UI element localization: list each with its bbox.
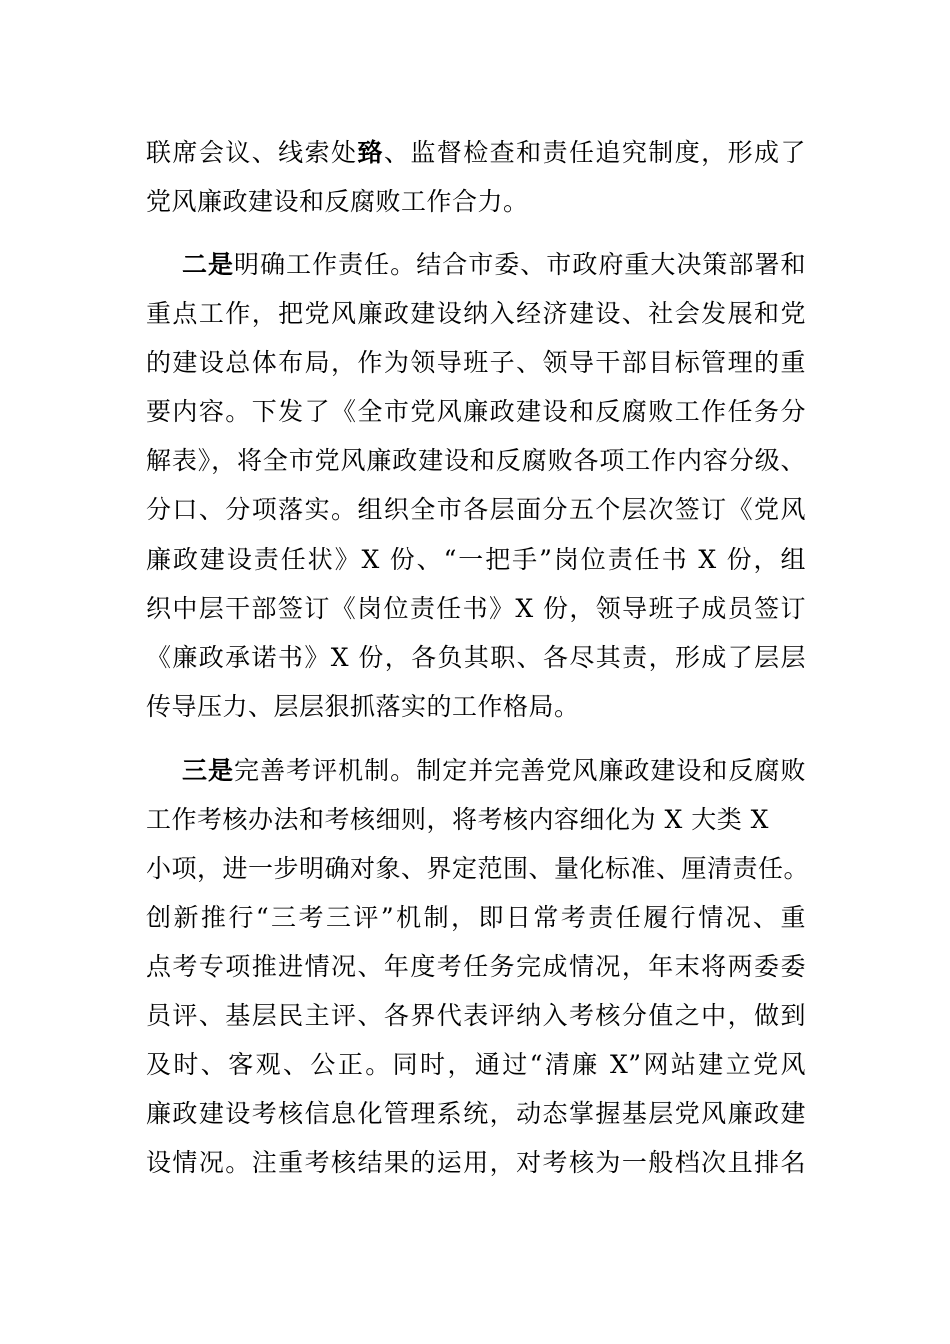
text-segment: 明确工作责任。结合市委、市政府重大决策部署和 [234, 250, 806, 279]
paragraph-3-lead: 三是 [182, 756, 235, 785]
paragraph-3-line-9: 设情况。注重考核结果的运用，对考核为一般档次且排名 [146, 1148, 806, 1177]
paragraph-2-line-8: 织中层干部签订《岗位责任书》X 份，领导班子成员签订 [146, 594, 806, 623]
paragraph-3-line-6: 员评、基层民主评、各界代表评纳入考核分值之中，做到 [146, 1001, 806, 1030]
paragraph-2-line-2: 重点工作，把党风廉政建设纳入经济建设、社会发展和党 [146, 299, 806, 328]
paragraph-2-line-10: 传导压力、层层狠抓落实的工作格局。 [146, 692, 580, 721]
paragraph-2-line-7: 廉政建设责任状》X 份、“一把手”岗位责任书 X 份，组 [146, 545, 806, 574]
paragraph-3-line-7: 及时、客观、公正。同时，通过“清廉 X”网站建立党风 [146, 1050, 806, 1079]
paragraph-1-line-1 [146, 133, 806, 173]
text-segment: 、监督检查和责任追究制度，形成了 [383, 138, 806, 167]
paragraph-3-line-2: 工作考核办法和考核细则，将考核内容细化为 X 大类 X [146, 805, 769, 834]
bold-character: 臵 [357, 138, 384, 167]
paragraph-2-lead: 二是 [182, 250, 235, 279]
paragraph-2-line-4: 要内容。下发了《全市党风廉政建设和反腐败工作任务分 [146, 397, 806, 426]
paragraph-2-line-3: 的建设总体布局，作为领导班子、领导干部目标管理的重 [146, 348, 806, 377]
paragraph-3-line-8: 廉政建设考核信息化管理系统，动态掌握基层党风廉政建 [146, 1099, 806, 1128]
paragraph-2-line-5: 解表》，将全市党风廉政建设和反腐败各项工作内容分级、 [146, 446, 806, 475]
paragraph-2-line-6: 分口、分项落实。组织全市各层面分五个层次签订《党风 [146, 495, 806, 524]
paragraph-3-line-4: 创新推行“三考三评”机制，即日常考责任履行情况、重 [146, 903, 806, 932]
text-segment: 完善考评机制。制定并完善党风廉政建设和反腐败 [234, 756, 806, 785]
text-segment: 联席会议、线索处 [146, 138, 358, 167]
paragraph-3-line-1 [182, 751, 806, 791]
paragraph-3-line-5: 点考专项推进情况、年度考任务完成情况，年末将两委委 [146, 952, 806, 981]
paragraph-3-line-3: 小项，进一步明确对象、界定范围、量化标准、厘清责任。 [146, 854, 810, 883]
paragraph-1-line-2: 党风廉政建设和反腐败工作合力。 [146, 187, 529, 216]
paragraph-2-line-1 [182, 245, 806, 285]
paragraph-2-line-9: 《廉政承诺书》X 份，各负其职、各尽其责，形成了层层 [146, 643, 806, 672]
